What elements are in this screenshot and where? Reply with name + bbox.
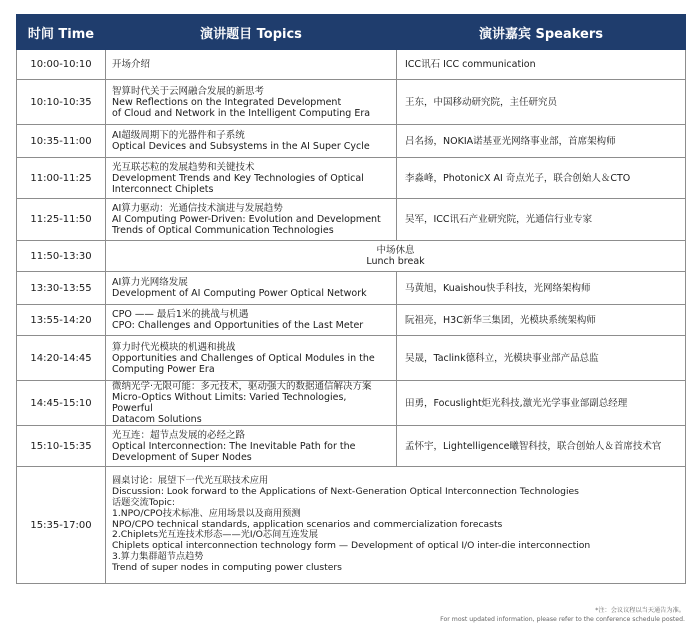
agenda-sheet (16, 14, 685, 584)
row-time: 15:10-15:35 (17, 426, 106, 467)
topic-line: AI算力光网络发展 (112, 277, 188, 288)
footnote (440, 606, 685, 624)
agenda-row-11 (17, 426, 686, 467)
topic-line: 算力时代光模块的机遇和挑战 (112, 341, 236, 353)
row-time: 11:00-11:25 (17, 158, 106, 199)
topic-line: 光互连：超节点发展的必经之路 (112, 429, 246, 441)
row-topic (106, 426, 397, 467)
lunch-break-cell (106, 241, 686, 272)
row-topic (106, 80, 397, 125)
row-time: 10:35-11:00 (17, 125, 106, 158)
agenda-row-2 (17, 80, 686, 125)
agenda-row-10 (17, 381, 686, 426)
discussion-line: 2.Chiplets光互连技术形态——光I/O芯间互连发展 (112, 529, 319, 541)
discussion-line: Trend of super nodes in computing power clusters (112, 561, 342, 573)
topic-line: Development of AI Computing Power Optical Network (112, 288, 367, 299)
row-topic (106, 158, 397, 199)
row-topic (106, 272, 397, 305)
row-speaker: 吕名扬，NOKIA诺基亚光网络事业部，首席架构师 (397, 125, 686, 158)
footnote-en: For most updated information, please refer to the conference schedule posted. (440, 616, 685, 623)
discussion-line: 3.算力集群超节点趋势 (112, 550, 204, 562)
row-time: 15:35-17:00 (17, 467, 106, 584)
discussion-line: 1.NPO/CPO技术标准、应用场景以及商用预测 (112, 507, 301, 519)
topic-line: New Reflections on the Integrated Development (112, 96, 342, 108)
agenda-row-3 (17, 125, 686, 158)
header-time: 时间 Time (17, 15, 106, 50)
topic-line: CPO —— 最后1米的挑战与机遇 (112, 309, 249, 320)
topic-line: Optical Interconnection: The Inevitable Path for the (112, 440, 356, 452)
row-time: 10:10-10:35 (17, 80, 106, 125)
agenda-row-discussion (17, 467, 686, 584)
topic-line: Development of Super Nodes (112, 451, 252, 463)
agenda-row-break (17, 241, 686, 272)
row-topic (106, 305, 397, 336)
row-topic (106, 125, 397, 158)
agenda-row-8 (17, 305, 686, 336)
break-label-cn: 中场休息 (376, 245, 415, 256)
row-speaker: 孟怀宇，Lightelligence曦智科技，联合创始人＆首席技术官 (397, 426, 686, 467)
row-topic (106, 336, 397, 381)
row-speaker: 阮祖亮，H3C新华三集团，光模块系统架构师 (397, 305, 686, 336)
topic-line: AI算力驱动：光通信技术演进与发展趋势 (112, 203, 283, 214)
topic-line: AI Computing Power-Driven: Evolution and Development (112, 214, 381, 225)
row-time: 10:00-10:10 (17, 50, 106, 80)
row-topic (106, 381, 397, 426)
row-time: 14:20-14:45 (17, 336, 106, 381)
agenda-row-9 (17, 336, 686, 381)
topic-line: Datacom Solutions (112, 414, 202, 425)
row-time: 13:55-14:20 (17, 305, 106, 336)
topic-line: Interconnect Chiplets (112, 183, 214, 195)
row-speaker: 吴晟，Taclink德科立，光模块事业部产品总监 (397, 336, 686, 381)
topic-line: Optical Devices and Subsystems in the AI Super Cycle (112, 141, 370, 152)
topic-line: Computing Power Era (112, 363, 215, 375)
agenda-table (16, 14, 686, 584)
topic-line: Trends of Optical Communication Technologies (112, 225, 334, 236)
topic-line: 微纳光学·无限可能：多元技术，驱动强大的数据通信解决方案 (112, 381, 372, 392)
row-speaker: 马黄旭，Kuaishou快手科技，光网络架构师 (397, 272, 686, 305)
row-time: 11:50-13:30 (17, 241, 106, 272)
discussion-line: 圆桌讨论：展望下一代光互联技术应用 (112, 475, 269, 487)
row-speaker: 吴军，ICC讯石产业研究院，光通信行业专家 (397, 199, 686, 241)
header-topics: 演讲题目 Topics (106, 15, 397, 50)
topic-line: 光互联芯粒的发展趋势和关键技术 (112, 161, 255, 173)
topic-line: 智算时代关于云网融合发展的新思考 (112, 85, 265, 97)
discussion-line: 话题交流Topic: (112, 497, 175, 508)
row-speaker: 田勇，Focuslight炬光科技,激光光学事业部副总经理 (397, 381, 686, 426)
footnote-cn: *注：会议议程以当天通告为准。 (595, 607, 685, 614)
agenda-row-5 (17, 199, 686, 241)
topic-line: CPO: Challenges and Opportunities of the Last Meter (112, 320, 364, 331)
agenda-row-1 (17, 50, 686, 80)
topic-line: Opportunities and Challenges of Optical Modules in the (112, 352, 375, 364)
row-speaker: 李淼峰，PhotonicX AI 奇点光子，联合创始人＆CTO (397, 158, 686, 199)
agenda-row-4 (17, 158, 686, 199)
row-speaker: ICC讯石 ICC communication (397, 50, 686, 80)
break-label-en: Lunch break (366, 256, 425, 267)
discussion-line: Discussion: Look forward to the Applications of Next-Generation Optical Interconnection Technologies (112, 486, 579, 498)
row-topic (106, 50, 397, 80)
row-time: 13:30-13:55 (17, 272, 106, 305)
topic-line: Micro-Optics Without Limits: Varied Technologies, Powerful (112, 392, 347, 414)
topic-line: 开场介绍 (112, 59, 151, 70)
agenda-row-7 (17, 272, 686, 305)
agenda-header-row (17, 15, 686, 50)
row-topic (106, 199, 397, 241)
row-speaker: 王东，中国移动研究院，主任研究员 (397, 80, 686, 125)
topic-line: of Cloud and Network in the Intelligent Computing Era (112, 107, 371, 119)
row-time: 14:45-15:10 (17, 381, 106, 426)
topic-line: AI超级周期下的光器件和子系统 (112, 130, 245, 141)
topic-line: Development Trends and Key Technologies of Optical (112, 172, 364, 184)
discussion-cell (106, 467, 686, 584)
header-speakers: 演讲嘉宾 Speakers (397, 15, 686, 50)
row-time: 11:25-11:50 (17, 199, 106, 241)
discussion-line: NPO/CPO technical standards, application scenarios and commercialization forecasts (112, 518, 503, 530)
discussion-line: Chiplets optical interconnection technology form — Development of optical I/O inter-die interconnection (112, 540, 591, 552)
